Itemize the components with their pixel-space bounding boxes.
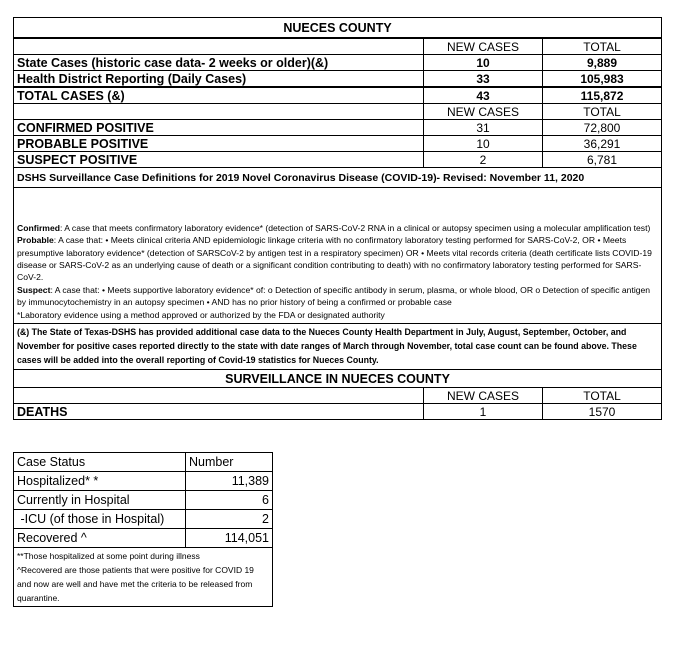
probable-positive-new: 10	[424, 136, 543, 152]
state-cases-total: 9,889	[543, 55, 662, 71]
hospitalized-label: Hospitalized* *	[14, 472, 186, 491]
table-row	[14, 55, 662, 71]
footnotes	[14, 548, 273, 607]
nueces-case-table	[13, 17, 662, 420]
table-row	[14, 404, 662, 420]
recovered-value: 114,051	[186, 529, 273, 548]
suspect-positive-label: SUSPECT POSITIVE	[14, 152, 424, 168]
deaths-total: 1570	[543, 404, 662, 420]
recovered-footnote: ^Recovered are those patients that were positive for COVID 19 and now are well and have met the criteria to be released from quarantine.	[17, 565, 254, 603]
new-cases-header: NEW CASES	[424, 38, 543, 55]
probable-positive-total: 36,291	[543, 136, 662, 152]
case-status-header: Case Status	[14, 453, 186, 472]
number-header: Number	[186, 453, 273, 472]
deaths-new: 1	[424, 404, 543, 420]
total-cases-label: TOTAL CASES (&)	[14, 87, 424, 104]
deaths-new-header: NEW CASES	[424, 388, 543, 404]
table-row	[14, 529, 273, 548]
confirmed-positive-new: 31	[424, 120, 543, 136]
confirmed-positive-total: 72,800	[543, 120, 662, 136]
table-row	[14, 71, 662, 88]
case-status-table	[13, 452, 273, 607]
state-cases-label: State Cases (historic case data- 2 weeks or older)(&)	[14, 55, 424, 71]
deaths-label: DEATHS	[14, 404, 424, 420]
suspect-positive-total: 6,781	[543, 152, 662, 168]
confirmed-positive-label: CONFIRMED POSITIVE	[14, 120, 424, 136]
table-row	[14, 510, 273, 529]
hospitalized-value: 11,389	[186, 472, 273, 491]
total-header: TOTAL	[543, 38, 662, 55]
health-district-new: 33	[424, 71, 543, 88]
page-title: NUECES COUNTY	[14, 18, 662, 39]
recovered-label: Recovered ^	[14, 529, 186, 548]
currently-hospital-label: Currently in Hospital	[14, 491, 186, 510]
currently-hospital-value: 6	[186, 491, 273, 510]
lab-evidence-note: *Laboratory evidence using a method approved or authorized by the FDA or designated authority	[17, 309, 385, 320]
new-cases-header-2: NEW CASES	[424, 104, 543, 120]
surveillance-title: SURVEILLANCE IN NUECES COUNTY	[14, 370, 662, 388]
total-cases-new: 43	[424, 87, 543, 104]
table-row	[14, 120, 662, 136]
probable-definition: Probable: A case that: • Meets clinical criteria AND epidemiologic linkage criteria with no confirmatory laboratory testing performed for SARS-CoV-2, OR • Meets presumptive laboratory evidence* (detection of SARSCoV-2 by antigen test in a respiratory specimen) OR • Meets vital records criteria (death certificate lists COVID-19 disease or SARS-CoV-2 as an underlying cause of death or a significant condition contributing to death) with no confirmatory laboratory testing performed for SARS-CoV-2.	[17, 235, 652, 283]
table-row	[14, 472, 273, 491]
state-cases-new: 10	[424, 55, 543, 71]
table-row	[14, 152, 662, 168]
suspect-positive-new: 2	[424, 152, 543, 168]
definitions-heading: DSHS Surveillance Case Definitions for 2019 Novel Coronavirus Disease (COVID-19)- Revised: November 11, 2020	[14, 168, 662, 188]
table-row	[14, 87, 662, 104]
confirmed-definition: Confirmed: A case that meets confirmatory laboratory evidence* (detection of SARS-CoV-2 RNA in a clinical or autopsy specimen using a molecular amplification test)	[17, 222, 651, 233]
table-row	[14, 136, 662, 152]
hospitalized-footnote: **Those hospitalized at some point during illness	[17, 551, 200, 561]
total-header-2: TOTAL	[543, 104, 662, 120]
total-cases-total: 115,872	[543, 87, 662, 104]
health-district-label: Health District Reporting (Daily Cases)	[14, 71, 424, 88]
table-row	[14, 491, 273, 510]
probable-positive-label: PROBABLE POSITIVE	[14, 136, 424, 152]
case-definitions	[14, 188, 662, 324]
deaths-total-header: TOTAL	[543, 388, 662, 404]
icu-label: -ICU (of those in Hospital)	[14, 510, 186, 529]
suspect-definition: Suspect: A case that: • Meets supportive laboratory evidence* of: o Detection of specific antibody in serum, plasma, or whole blood, OR o Detection of specific antigen by immunocytochemistry in an autopsy specimen • AND has no prior history of being a confirmed or probable case	[17, 284, 651, 308]
icu-value: 2	[186, 510, 273, 529]
additional-data-note: (&) The State of Texas-DSHS has provided additional case data to the Nueces County Health Department in July, August, September, October, and November for positive cases reported directly to the state with date ranges of March through November, total case count can be found above. These cases will be added into the overall reporting of Covid-19 statistics for Nueces County.	[14, 324, 662, 370]
health-district-total: 105,983	[543, 71, 662, 88]
